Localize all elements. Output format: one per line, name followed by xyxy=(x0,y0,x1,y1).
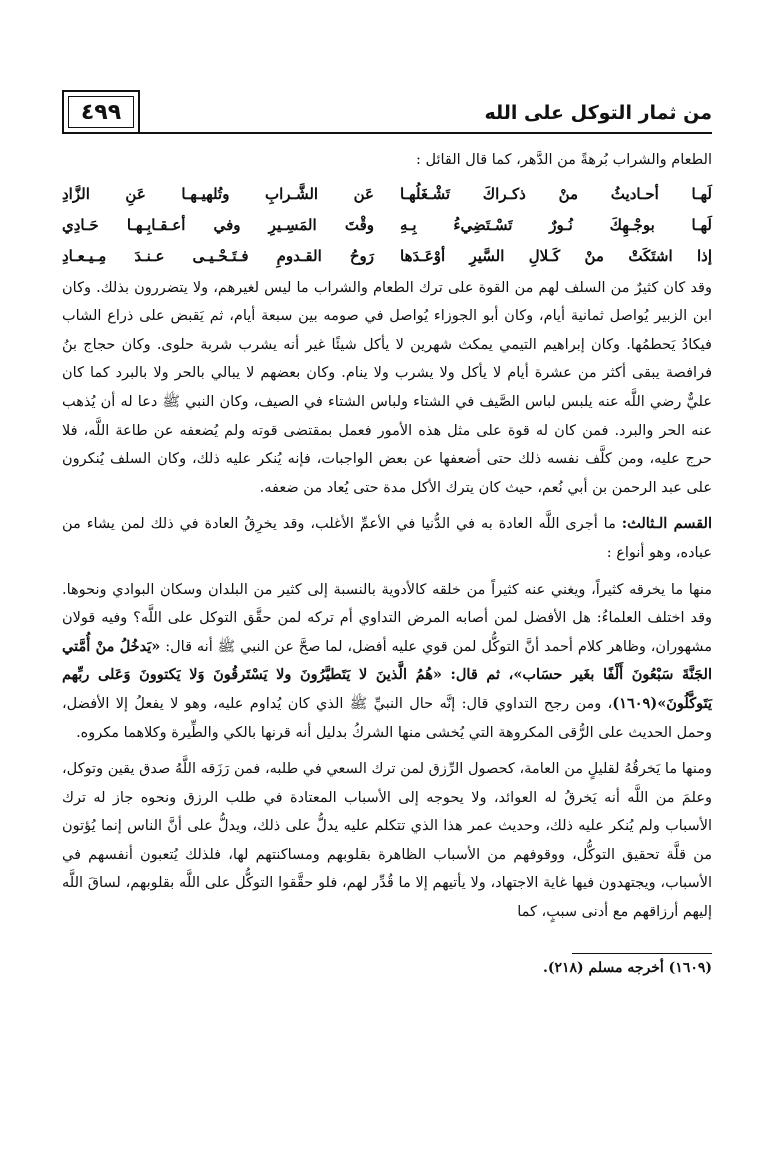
book-page xyxy=(62,88,712,976)
poem-hemistich-first: إذا اشتَكَتْ منْ كَـلالِ السَّيرِ أوْعَـدَها xyxy=(400,246,712,265)
footnote: (١٦٠٩) أخرجه مسلم (٢١٨). xyxy=(542,959,712,976)
types-paragraph-2: ومنها ما يَخرقُهُ لقليلٍ من العامة، كحصول الرِّزق لمن ترك السعي في طلبه، فمن رَزَقه اللَّهُ صدق يقين وتوكل، وعلمَ من اللَّه أنه يَخرقُ له العوائد، ولا يحوجه إلى الأسباب المعتادة في طلب الرزق ونحوه جاز له ترك الأسباب ولم يُنكر عليه ذلك، وحديث عمر هذا الذي تتكلم عليه يدلُّ على ذلك، ويدلُّ على أنَّ الناس إنما يُؤتون من قلَّة تحقيق التوكُّل، ووقوفهم من الأسباب الظاهرة بقلوبهم ومساكنتهم لها، فلذلك يُتعبون أنفسهم في الأسباب، ويجتهدون فيها غاية الاجتهاد، ولا يأتيهم إلا ما قُدِّر لهم، فلو حقَّقوا التوكُّل على اللَّه بقلوبهم، لساقَ اللَّه إليهم أرزاقهم مع أدنى سببٍ، كما xyxy=(62,761,712,921)
poem-hemistich-second: عَن الشَّـرابِ وتُلهيـهـا عَنِ الزَّادِ xyxy=(62,184,374,203)
poem-hemistich-first: لَهـا بوجْـهِكَ نُـورٌ تَسْـتَضِيءُ بِـهِ xyxy=(400,215,712,234)
running-title: من ثمار التوكل على الله xyxy=(484,102,712,124)
footnote-rule xyxy=(572,953,712,954)
poem-hemistich-second: رَوحُ القـدومِ فـتَـحْـيـى عـنـدَ مِـيـعـادِ xyxy=(62,246,374,265)
poem-verse xyxy=(62,241,712,272)
page-number: ٤٩٩ xyxy=(80,99,122,125)
poem-verse xyxy=(62,210,712,241)
page-header xyxy=(62,88,712,146)
section-heading: القسم الـثالث: xyxy=(621,515,712,533)
poem-verse xyxy=(62,179,712,210)
types-paragraph-1 xyxy=(62,576,712,748)
section-three-paragraph xyxy=(62,510,712,567)
section-text: ما أجرى اللَّه العادة به في الدُّنيا في الأعمِّ الأغلب، وقد يخرِقُ العادة في ذلك لمن يشاء من عباده، وهو أنواع : xyxy=(62,516,712,561)
body-text xyxy=(62,146,712,927)
poem-hemistich-first: لَهـا أحـاديثُ منْ ذكـراكَ تَشْـغَلُهـا xyxy=(400,184,712,203)
paragraph-text: ، ومن رجح التداوي قال: إنَّه حال النبيِّ ﷺ الذي كان يُداوم عليه، وهو لا يفعلُ إلا الأفضل، وحمل الحديث على الرُّقى المكروهة التي يُخشى منها الشركُ بدليل أنه قرنها بالكي والطِّيرة وكلاهما مكروه. xyxy=(62,695,712,741)
header-rule xyxy=(140,132,712,134)
poem-hemistich-second: وقْتَ المَسِـيرِ وفي أعـقـابِـهـا حَـادِي xyxy=(62,215,374,234)
paragraph: وقد كان كثيرٌ من السلف لهم من القوة على ترك الطعام والشراب ما ليس لغيرهم، ولا يتضررون بذلك. وكان ابن الزبير يُواصل ثمانية أيام، وكان أبو الجوزاء يُواصل في صومه بين سبعة أيام، ثم يَقبض على ذراع الشاب فيكادُ يَحطمُها. وكان إبراهيم التيمي يمكث شهرين لا يأكل شيئًا غير أنه يشرب شربة حلوى. وكان حجاج بنُ فرافصة يبقى أكثر من عشرة أيام لا يأكل ولا يشرب ولا ينام. وكان بعضهم لا يبالي بالحر ولا بالبرد كما كان عليٌّ رضي اللَّه عنه يلبس لباس الصَّيف في الشتاء ولباس الشتاء في الصيف، وكان النبي ﷺ دعا له أن يُذهب عنه الحر والبرد. فمن كان له قوة على مثل هذه الأمور فعمل بمقتضى قوته ولم يُضعفه عن طاعة اللَّه، فلا حرج عليه، ومن كلَّف نفسه ذلك حتى أضعفها عن بعض الواجبات، فإنه يُنكر عليه ذلك، وكان السلف يُنكرون على عبد الرحمن بن أبي نُعم، حيث كان يترك الأكل مدة حتى يُعاد من ضعفه. xyxy=(62,279,712,496)
poem xyxy=(62,179,712,272)
page-number-box xyxy=(62,90,140,134)
intro-line: الطعام والشراب بُرهةً من الدَّهر، كما قال القائل : xyxy=(415,152,712,168)
paragraph-text: منها ما يخرقه كثيراً، ويغني عنه كثيراً من خلقه كالأدوية بالنسبة إلى كثير من البلدان وسكان البوادي ونحوها. وقد اختلف العلماءُ: هل الأفضل لمن أصابه المرض التداوي أم تركه لمن حقَّق التوكل على اللَّه؟ وفيه قولان مشهوران، وظاهر كلام أحمد أنَّ التوكُّل لمن قوي عليه أفضل، لما صحَّ عن النبي ﷺ أنه قال: xyxy=(62,581,712,655)
hadith-quote: «يَدخُلُ منْ أُمَّتي الجَنَّةَ سَبْعُونَ أَلْفًا بغَير حسَاب»، ثم قال: «هُمُ الَّذينَ لا يَتَطيَّرُونَ ولا يَسْتَرقُونَ وَلا يَكتوونَ وَعَلى ربِّهم يَتَوكَّلُونَ»(١٦٠٩) xyxy=(62,637,712,712)
